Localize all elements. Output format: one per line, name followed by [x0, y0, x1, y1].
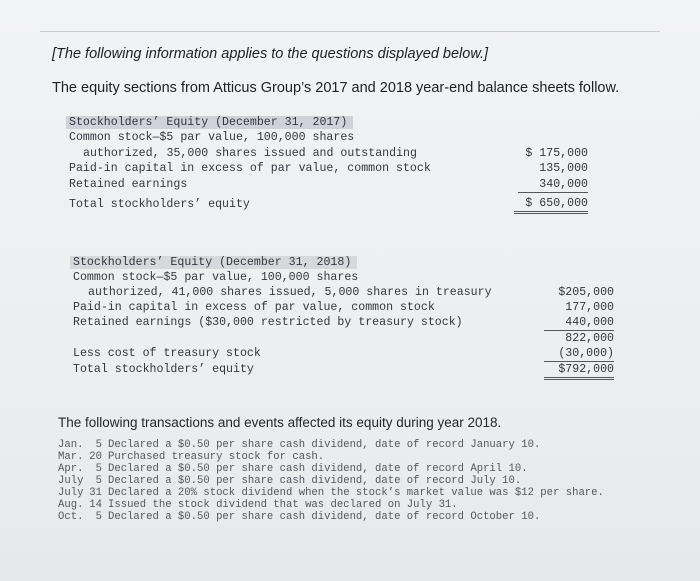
list-item: July 5 Declared a $0.50 per share cash dividend, date of record July 10. [58, 475, 522, 487]
section-heading: The equity sections from Atticus Group’s 2017 and 2018 year-end balance sheets follow. [52, 80, 620, 96]
equity-2018-line: Less cost of treasury stock [73, 347, 261, 360]
equity-2017-line: Total stockholders’ equity [69, 198, 250, 211]
list-item: Apr. 5 Declared a $0.50 per share cash dividend, date of record April 10. [58, 463, 528, 475]
transactions-title: The following transactions and events affected its equity during year 2018. [58, 415, 502, 430]
equity-2018-amount: 177,000 [565, 301, 614, 314]
equity-2018-total: $792,000 [544, 362, 614, 380]
equity-2018-amount: 440,000 [544, 315, 614, 331]
equity-2017-line: Common stock—$5 par value, 100,000 shares [69, 131, 355, 144]
equity-2018-treasury: (30,000) [544, 346, 614, 362]
equity-2018-line: authorized, 41,000 shares issued, 5,000 shares in treasury [88, 286, 492, 299]
equity-2018-line: Common stock—$5 par value, 100,000 shares [73, 271, 359, 284]
equity-2017-title: Stockholders’ Equity (December 31, 2017) [66, 116, 353, 129]
equity-2018-line: Total stockholders’ equity [73, 363, 254, 376]
list-item: July 31 Declared a 20% stock dividend when the stock’s market value was $12 per share. [58, 487, 604, 499]
equity-2018-title: Stockholders’ Equity (December 31, 2018) [70, 256, 357, 269]
list-item: Aug. 14 Issued the stock dividend that was declared on July 31. [58, 499, 458, 511]
equity-2018-subtotal: 822,000 [565, 332, 614, 345]
equity-2018-amount: $205,000 [558, 286, 614, 299]
equity-2018-line: Retained earnings ($30,000 restricted by treasury stock) [73, 316, 463, 329]
equity-2017-line: Paid-in capital in excess of par value, common stock [69, 162, 431, 175]
equity-2018-line: Paid-in capital in excess of par value, common stock [73, 301, 435, 314]
equity-2017-line: Retained earnings [69, 178, 188, 191]
intro-note: [The following information applies to the questions displayed below.] [52, 46, 489, 62]
equity-2017-total: $ 650,000 [514, 196, 588, 214]
list-item: Jan. 5 Declared a $0.50 per share cash dividend, date of record January 10. [58, 439, 541, 451]
equity-2017-amount: $ 175,000 [525, 147, 588, 160]
equity-2017-amount: 340,000 [518, 177, 588, 193]
divider [40, 31, 660, 32]
list-item: Mar. 20 Purchased treasury stock for cash. [58, 451, 325, 463]
equity-2017-amount: 135,000 [539, 162, 588, 175]
list-item: Oct. 5 Declared a $0.50 per share cash dividend, date of record October 10. [58, 511, 541, 523]
equity-2017-line: authorized, 35,000 shares issued and outstanding [83, 147, 417, 160]
